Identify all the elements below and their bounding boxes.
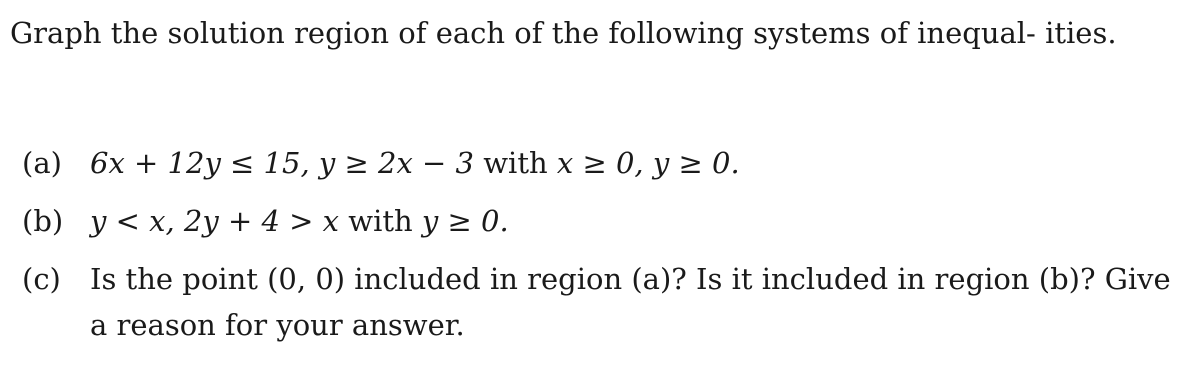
part-a-label: (a) [22, 146, 62, 180]
part-a-inequalities: 6x + 12y ≤ 15, y ≥ 2x − 3 [90, 146, 475, 180]
part-b-constraints: y ≥ 0. [421, 204, 509, 238]
part-b-body [90, 198, 1190, 244]
part-a-body [90, 140, 1190, 186]
part-a-constraints: x ≥ 0, y ≥ 0. [556, 146, 740, 180]
problem-part-a [22, 140, 1190, 186]
problem-part-b [22, 198, 1190, 244]
part-b-with: with [348, 204, 413, 238]
part-a-with: with [483, 146, 548, 180]
part-c-label: (c) [22, 262, 61, 296]
part-b-inequalities: y < x, 2y + 4 > x [90, 204, 340, 238]
problem-instructions: Graph the solution region of each of the following systems of inequal- ities. [10, 16, 1117, 50]
part-b-label: (b) [22, 204, 64, 238]
problem-part-c [22, 256, 1190, 348]
part-c-question: Is the point (0, 0) included in region (a)? Is it included in region (b)? Give a reason for your answer. [90, 262, 1171, 342]
